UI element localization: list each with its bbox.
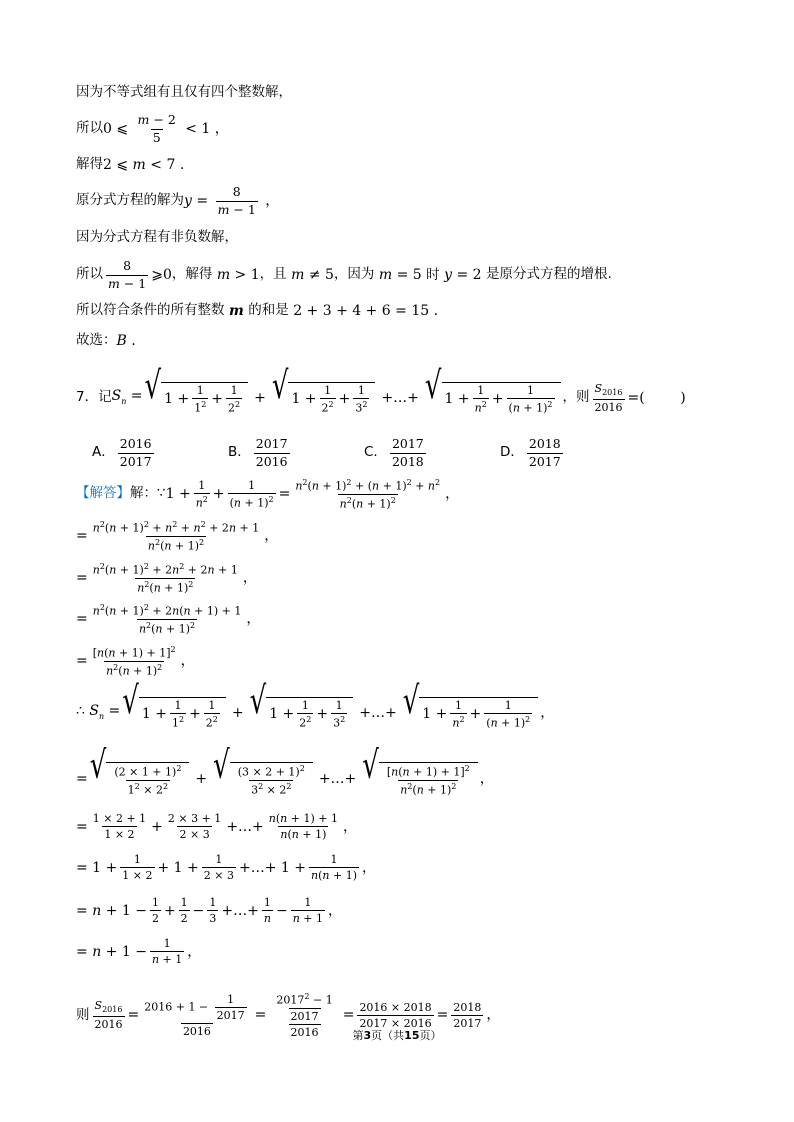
line-6-because: ，因为 xyxy=(333,266,375,283)
solution-step-5: = $\frac{[n(n + 1) + 1]^2}{n^2(n + 1)^2}$ ， xyxy=(76,645,195,678)
math-inequality-2: 2 ⩽ m < 7 . xyxy=(103,157,185,173)
math-inequality-1: 0 ⩽ $\frac{m - 2}{5}$ < 1 ， xyxy=(103,112,229,145)
line-6-prefix: 所以 xyxy=(76,266,103,283)
line-4-prefix: 原分式方程的解为 xyxy=(76,192,184,209)
options-row xyxy=(92,438,734,468)
text-line-8: 故选： B . xyxy=(76,332,136,349)
solution-step-9: = 1 + $\frac{1}{1 \times 2}$ + 1 + $\frac{1}{2 \times 3}$ +…+ 1 + $\frac{1}{n(n + 1)}$ ， xyxy=(76,853,376,882)
text-line-4 xyxy=(76,186,734,216)
line-6-mid: ，解得 xyxy=(171,266,213,283)
question-7-then: ，则 xyxy=(562,389,590,406)
question-7-paren: =( ) xyxy=(627,389,686,406)
option-d[interactable]: D． $\frac{2018}{2017}$ xyxy=(500,436,561,469)
solution-step-10: = n + 1 − $\frac{1}{2}$ + $\frac{1}{2}$ − $\frac{1}{3}$ +…+ $\frac{1}{n}$ − $\frac{1}{n + 1}$ ， xyxy=(76,896,343,925)
solution-step-12: 则 $\frac{S_{2016}}{2016}$ = 2016 + 1 − $\frac{1}{2017}$ 2016 = $\frac{\frac{2017^2 - 1}{2017}}{2016}$ = $\frac{2016 \times 2018}{2017 \times 2016}$ = $\frac{2018}{2017}$ ， xyxy=(76,992,501,1039)
solution-step-8: = $\frac{1 \times 2 + 1}{1 \times 2}$ + $\frac{2 \times 3 + 1}{2 \times 3}$ +…+ $\frac{n(n + 1) + 1}{n(n + 1)}$ ， xyxy=(76,812,357,841)
line-8-prefix: 故选： xyxy=(76,332,117,349)
question-7: 7．记 $S_n$ = √ 1 + $\frac{1}{1^2}$ + $\frac{1}{2^2}$ + √ 1 + $\frac{1}{2^2}$ + $\frac{1}{3^2}$ +…+ √ 1 + $\frac{1}{n^2}$ + $\frac{1}{(n + 1)^2}$ ，则 $\frac{S_{2016}}{2016}$ =( ) xyxy=(76,364,686,415)
solution-step-6: ∴ $S_n$ = √ 1 + $\frac{1}{1^2}$ + $\frac{1}{2^2}$ + √ 1 + $\frac{1}{2^2}$ + $\frac{1}{3^2}$ +…+ √ 1 + $\frac{1}{n^2}$ + $\frac{1}{(n + 1)^2}$ ， xyxy=(76,679,555,730)
line-6-post: 是原分式方程的增根. xyxy=(486,266,612,283)
option-b[interactable]: B． $\frac{2017}{2016}$ xyxy=(228,436,288,469)
math-solution-y: y = $\frac{8}{m - 1}$ ， xyxy=(184,184,280,217)
option-c[interactable]: C． $\frac{2017}{2018}$ xyxy=(364,436,424,469)
solution-step-1: 【解答】 解：∵ 1 + $\frac{1}{n^2}$ + $\frac{1}{(n + 1)^2}$ = $\frac{n^2(n + 1)^2 + (n + 1)^2 + n^2}{n^2(n + 1)^2}$ ， xyxy=(76,478,460,511)
solution-prefix: 解：∵ xyxy=(130,485,166,502)
line-1-text: 因为不等式组有且仅有四个整数解， xyxy=(76,84,292,100)
question-7-label: 7．记 xyxy=(76,389,112,406)
line-3-prefix: 解得 xyxy=(76,156,103,173)
text-line-1 xyxy=(76,86,734,100)
text-line-7: 所以符合条件的所有整数 m 的和是 2 + 3 + 4 + 6 = 15 . xyxy=(76,302,439,319)
page-number: 3 xyxy=(363,1029,372,1042)
solution-step-3: = $\frac{n^2(n + 1)^2 + 2n^2 + 2n + 1}{n^2(n + 1)^2}$ ， xyxy=(76,562,257,595)
solution-step-11: = n + 1 − $\frac{1}{n + 1}$ ， xyxy=(76,937,202,966)
total-pages: 15 xyxy=(404,1029,420,1042)
line-7-mid: 的和是 xyxy=(248,302,289,319)
page-footer: 第3页（共15页） xyxy=(352,1029,442,1042)
solution-step-7: = √ $\frac{(2 \times 1 + 1)^2}{1^2 \times 2^2}$ + √ $\frac{(3 \times 2 + 1)^2}{3^2 \times 2^2}$ +…+ √ $\frac{[n(n + 1) + 1]^2}{n^2(n + 1)^2}$ ， xyxy=(76,744,494,797)
line-6-and: ，且 xyxy=(259,266,287,283)
text-line-6: 所以 $\frac{8}{m - 1}$ ⩾0 ，解得 m > 1 ，且 m ≠ 5 ，因为 m = 5 时 y = 2 是原分式方程的增根. xyxy=(76,258,612,291)
line-2-prefix: 所以 xyxy=(76,120,103,137)
option-a[interactable]: A． $\frac{2016}{2017}$ xyxy=(92,436,152,469)
solution-step-4: = $\frac{n^2(n + 1)^2 + 2n(n + 1) + 1}{n^2(n + 1)^2}$ ， xyxy=(76,603,261,636)
answer-choice: B xyxy=(116,333,127,349)
solution-step-2: = $\frac{n^2(n + 1)^2 + n^2 + n^2 + 2n + 1}{n^2(n + 1)^2}$ ， xyxy=(76,520,279,553)
text-line-5 xyxy=(76,231,734,245)
solution-tag: 【解答】 xyxy=(76,485,130,502)
line-5-text: 因为分式方程有非负数解， xyxy=(76,229,238,245)
line-7-prefix: 所以符合条件的所有整数 xyxy=(76,302,225,319)
text-line-3 xyxy=(76,158,734,172)
text-line-2 xyxy=(76,114,734,144)
line-7-sum: 2 + 3 + 4 + 6 = 15 xyxy=(293,303,430,319)
